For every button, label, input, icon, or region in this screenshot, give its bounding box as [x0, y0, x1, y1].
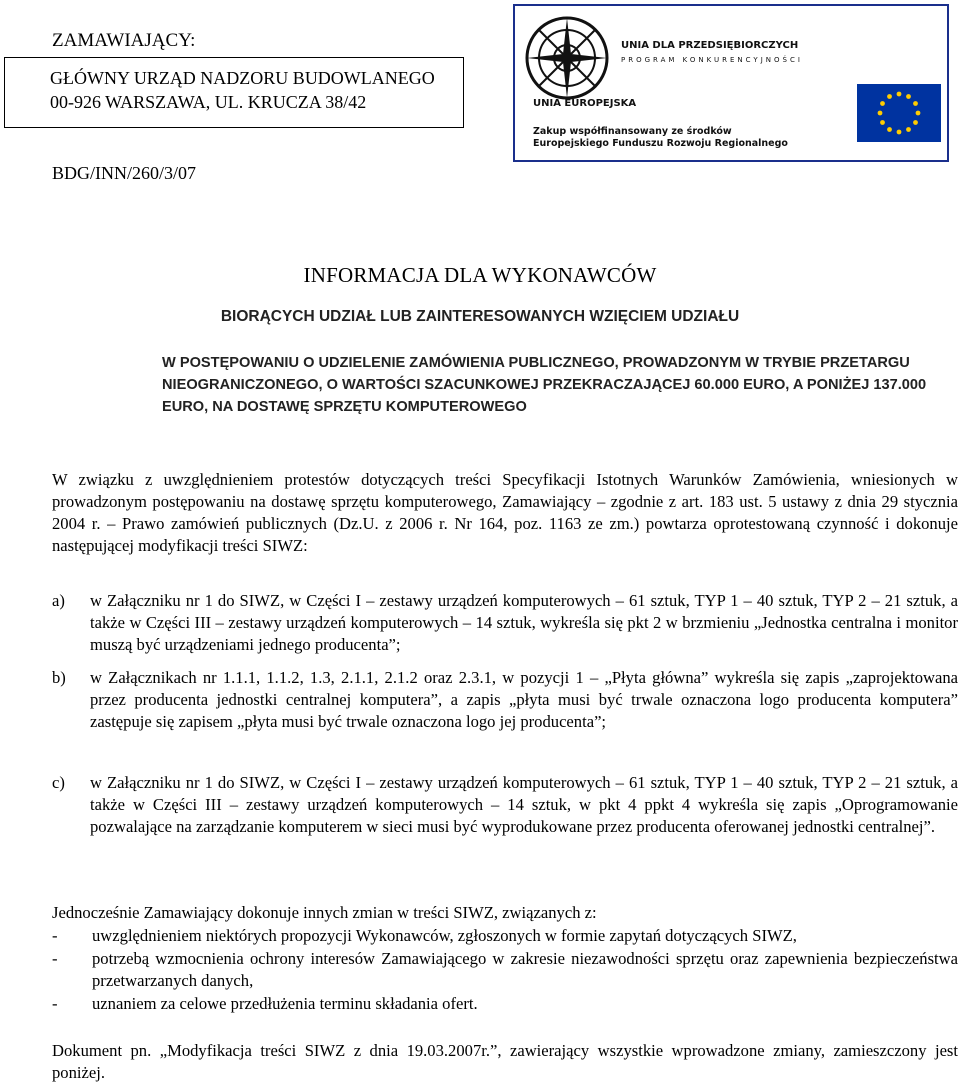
- other-change-text: potrzebą wzmocnienia ochrony interesów Zamawiającego w zakresie niezawodności sprzętu oraz zapewnienia bezpieczeństwa przetwarzanych danych,: [92, 949, 958, 990]
- list-item-c: [52, 772, 958, 838]
- dash-marker: -: [52, 926, 58, 945]
- reference-number: BDG/INN/260/3/07: [52, 163, 196, 183]
- eu-star: [897, 92, 902, 97]
- list-item-a: [52, 590, 958, 656]
- funding-line-1: Zakup współfinansowany ze środków: [533, 126, 732, 137]
- eu-star: [878, 111, 883, 116]
- funding-line-2: Europejskiego Funduszu Rozwoju Regionalnego: [533, 138, 788, 149]
- eu-star: [887, 94, 892, 99]
- eu-star: [906, 127, 911, 132]
- eu-star: [897, 130, 902, 135]
- compass-emblem-icon: [523, 14, 611, 102]
- org-name: GŁÓWNY URZĄD NADZORU BUDOWLANEGO: [50, 68, 435, 88]
- intro-paragraph: W związku z uwzględnieniem protestów dotyczących treści Specyfikacji Istotnych Warunków Zamówienia, wniesionych w prowadzonym postępowaniu na dostawę sprzętu komputerowego, Zamawiający – zgodnie z art. 183 ust. 5 ustawy z dnia 29 stycznia 2004 r. – Prawo zamówień publicznych (Dz.U. z 2006 r. Nr 164, poz. 1163 ze zm.) powtarza oprotestowaną czynność i dokonuje następującej modyfikacji treści SIWZ:: [52, 470, 958, 555]
- eu-star: [880, 120, 885, 125]
- program-title: UNIA DLA PRZEDSIĘBIORCZYCH: [621, 40, 799, 51]
- list-marker: b): [52, 668, 66, 687]
- zamawiajacy-label: ZAMAWIAJĄCY:: [52, 30, 196, 51]
- list-item-text: w Załącznikach nr 1.1.1, 1.1.2, 1.3, 2.1.1, 2.1.2 oraz 2.3.1, w pozycji 1 – „Płyta główna” wykreśla się zapis „zaprojektowana przez producenta jednostki centralnej komputera”, a zapis „płyta musi być trwale oznaczona logo producenta komputera” zastępuje się zapisem „płyta musi być trwale oznaczona logo jej producenta”;: [90, 668, 958, 731]
- dash-marker: -: [52, 949, 58, 968]
- list-item-b: [52, 667, 958, 733]
- list-marker: c): [52, 773, 65, 792]
- eu-star: [887, 127, 892, 132]
- eu-star: [906, 94, 911, 99]
- other-change-text: uznaniem za celowe przedłużenia terminu składania ofert.: [92, 994, 478, 1013]
- eu-flag-icon: [857, 84, 941, 142]
- procedure-description: W POSTĘPOWANIU O UDZIELENIE ZAMÓWIENIA PUBLICZNEGO, PROWADZONYM W TRYBIE PRZETARGU NIEOGRANICZONEGO, O WARTOŚCI SZACUNKOWEJ PRZEKRACZAJĄCEJ 60.000 EURO, A PONIŻEJ 137.000 EURO, NA DOSTAWĘ SPRZĘTU KOMPUTEROWEGO: [162, 355, 927, 415]
- document-subtitle: BIORĄCYCH UDZIAŁ LUB ZAINTERESOWANYCH WZIĘCIEM UDZIAŁU: [220, 308, 740, 325]
- program-subtitle: PROGRAM KONKURENCYJNOŚCI: [621, 56, 803, 64]
- closing-paragraph: Dokument pn. „Modyfikacja treści SIWZ z dnia 19.03.2007r.”, zawierający wszystkie wprowadzone zmiany, zamieszczony jest poniżej.: [52, 1041, 958, 1082]
- other-change-3: [52, 993, 958, 1015]
- eu-star: [880, 101, 885, 106]
- other-change-text: uwzględnieniem niektórych propozycji Wykonawców, zgłoszonych w formie zapytań dotyczących SIWZ,: [92, 926, 797, 945]
- contracting-authority-box: [4, 57, 464, 128]
- list-item-text: w Załączniku nr 1 do SIWZ, w Części I – zestawy urządzeń komputerowych – 61 sztuk, TYP 1 – 40 sztuk, TYP 2 – 21 sztuk, a także w Części III – zestawy urządzeń komputerowych – 14 sztuk, w pkt 4 ppkt 4 wykreśla się zapis „Oprogramowanie pozwalające na zarządzanie komputerem w sieci musi być wyprodukowane przez producenta oferowanej jednostki centralnej”.: [90, 773, 958, 836]
- eu-star: [913, 101, 918, 106]
- other-change-1: [52, 925, 958, 947]
- list-item-text: w Załączniku nr 1 do SIWZ, w Części I – zestawy urządzeń komputerowych – 61 sztuk, TYP 1 – 40 sztuk, TYP 2 – 21 sztuk, a także w Części III – zestawy urządzeń komputerowych – 14 sztuk, wykreśla się pkt 2 w brzmieniu „Jednostka centralna i monitor muszą być urządzeniami jednego producenta”;: [90, 591, 958, 654]
- other-change-2: [52, 948, 958, 992]
- eu-star: [913, 120, 918, 125]
- list-marker: a): [52, 591, 65, 610]
- eu-funding-logo: [513, 4, 949, 162]
- document-title: INFORMACJA DLA WYKONAWCÓW: [303, 263, 657, 287]
- org-address: 00-926 WARSZAWA, UL. KRUCZA 38/42: [50, 92, 367, 112]
- dash-marker: -: [52, 994, 58, 1013]
- other-changes-intro: Jednocześnie Zamawiający dokonuje innych zmian w treści SIWZ, związanych z:: [52, 903, 597, 922]
- eu-star: [916, 111, 921, 116]
- eu-label: UNIA EUROPEJSKA: [533, 98, 637, 109]
